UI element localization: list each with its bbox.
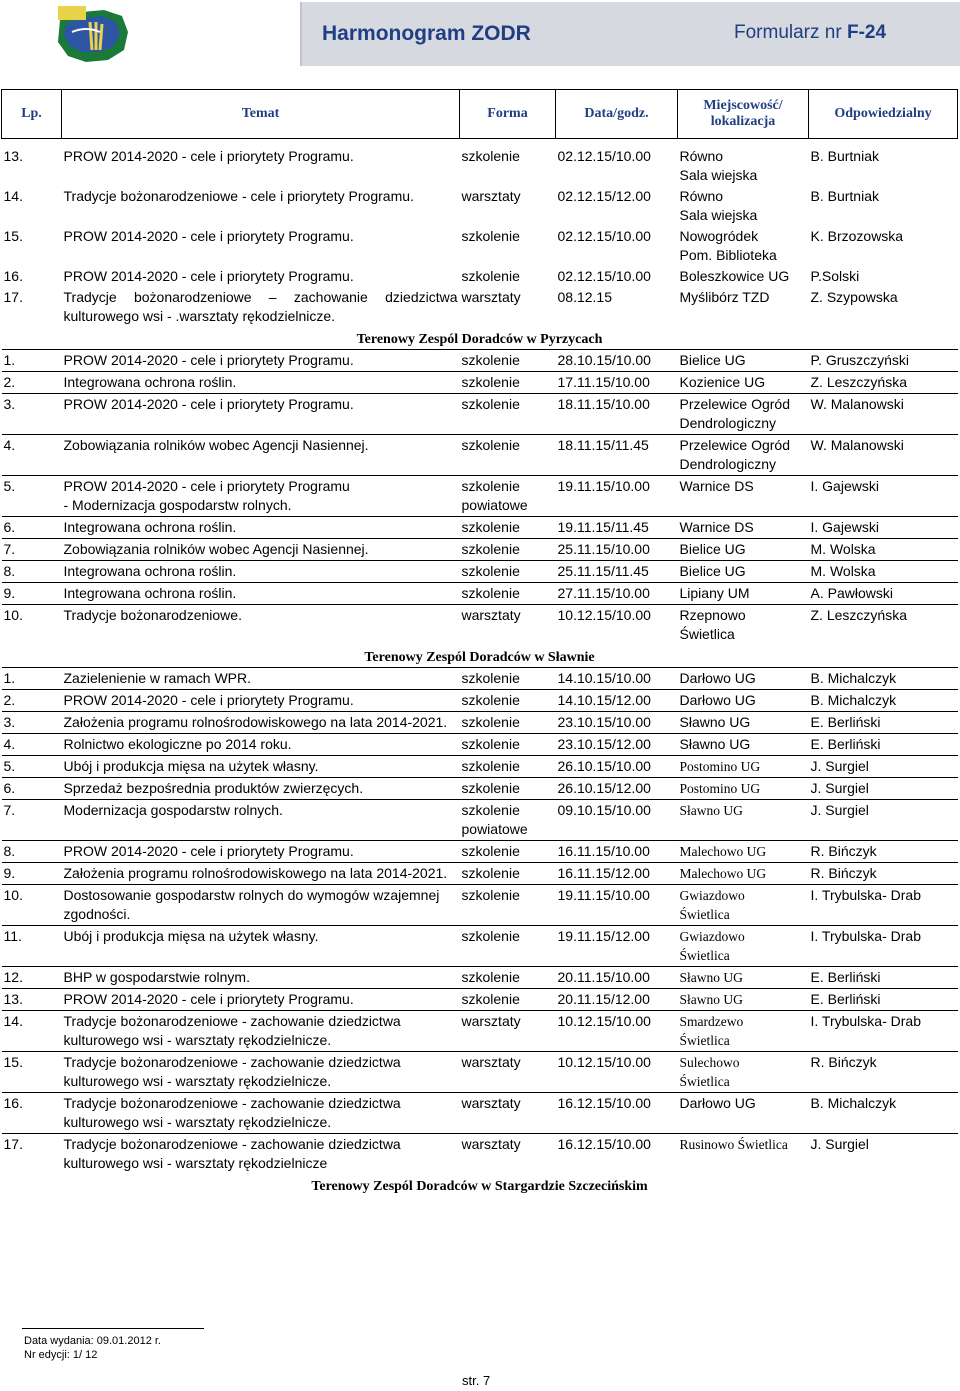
row-miejsce: Rzepnowo Świetlica xyxy=(678,605,809,646)
table-row xyxy=(2,476,958,517)
row-lp: 3. xyxy=(2,394,62,435)
table-row xyxy=(2,778,958,800)
row-lp: 10. xyxy=(2,885,62,926)
row-temat: Tradycje bożonarodzeniowe – zachowanie dziedzictwa kulturowego wsi - .warsztaty rękodzielnicze. xyxy=(63,289,458,324)
table-row xyxy=(2,756,958,778)
row-odpowiedzialny: R. Bińczyk xyxy=(809,1052,958,1093)
row-lp: 9. xyxy=(2,583,62,605)
col-forma: Forma xyxy=(460,90,556,139)
col-miejsce: Miejscowość/ lokalizacja xyxy=(678,90,809,139)
row-data: 10.12.15/10.00 xyxy=(556,605,678,646)
table-row xyxy=(2,583,958,605)
row-data: 16.11.15/10.00 xyxy=(556,841,678,863)
row-forma: szkolenie xyxy=(460,517,556,539)
row-temat: PROW 2014-2020 - cele i priorytety Programu. xyxy=(62,989,460,1011)
row-forma: warsztaty xyxy=(461,289,521,305)
row-odpowiedzialny: E. Berliński xyxy=(809,989,958,1011)
row-temat: PROW 2014-2020 - cele i priorytety Programu. xyxy=(63,228,354,244)
row-odpowiedzialny: B. Burtniak xyxy=(810,188,879,204)
row-miejsce: Sławno UG xyxy=(678,967,809,989)
table-row xyxy=(2,1052,958,1093)
row-odpowiedzialny: B. Michalczyk xyxy=(809,668,958,690)
table-row xyxy=(2,435,958,476)
row-odpowiedzialny: Z. Leszczyńska xyxy=(809,372,958,394)
row-temat: Tradycje bożonarodzeniowe - zachowanie dziedzictwa kulturowego wsi - warsztaty rękodzielnicze. xyxy=(62,1052,460,1093)
row-data: 23.10.15/10.00 xyxy=(556,712,678,734)
row-forma: warsztaty xyxy=(460,605,556,646)
row-lp: 12. xyxy=(2,967,62,989)
row-lp: 11. xyxy=(2,926,62,967)
row-odpowiedzialny: B. Michalczyk xyxy=(809,690,958,712)
col-temat: Temat xyxy=(62,90,460,139)
row-forma: szkolenie xyxy=(460,989,556,1011)
row-temat: Zobowiązania rolników wobec Agencji Nasiennej. xyxy=(62,435,460,476)
row-lp: 6. xyxy=(2,778,62,800)
row-lp: 14. xyxy=(2,1011,62,1052)
row-odpowiedzialny: M. Wolska xyxy=(809,561,958,583)
row-temat: Założenia programu rolnośrodowiskowego na lata 2014-2021. xyxy=(62,863,460,885)
row-temat: Tradycje bożonarodzeniowe - cele i priorytety Programu. xyxy=(63,188,414,204)
row-miejsce: Malechowo UG xyxy=(678,841,809,863)
row-odpowiedzialny: B. Michalczyk xyxy=(809,1093,958,1134)
row-odpowiedzialny: I. Trybulska- Drab xyxy=(809,926,958,967)
row-forma: szkolenie xyxy=(460,394,556,435)
row-odpowiedzialny: M. Wolska xyxy=(809,539,958,561)
row-lp: 2. xyxy=(2,690,62,712)
row-lp: 1. xyxy=(2,350,62,372)
table-header-row xyxy=(2,90,958,139)
row-temat: Integrowana ochrona roślin. xyxy=(62,561,460,583)
row-forma: szkolenie xyxy=(461,268,520,284)
row-data: 16.12.15/10.00 xyxy=(556,1093,678,1134)
row-miejsce: Gwiazdowo Świetlica xyxy=(678,885,809,926)
row-forma: szkolenie xyxy=(460,372,556,394)
row-data: 16.11.15/12.00 xyxy=(556,863,678,885)
row-forma: warsztaty xyxy=(460,1011,556,1052)
row-miejsce: Sławno UG xyxy=(678,800,809,841)
row-odpowiedzialny: B. Burtniak xyxy=(810,148,879,164)
row-miejsce: Sulechowo Świetlica xyxy=(678,1052,809,1093)
row-temat: PROW 2014-2020 - cele i priorytety Programu. xyxy=(62,690,460,712)
form-number: Formularz nr F-24 xyxy=(734,22,887,43)
row-forma: warsztaty xyxy=(460,1093,556,1134)
row-miejsce: Darłowo UG xyxy=(678,690,809,712)
row-temat: Ubój i produkcja mięsa na użytek własny. xyxy=(62,756,460,778)
section-header-row xyxy=(2,327,958,350)
row-data: 20.11.15/12.00 xyxy=(556,989,678,1011)
table-row xyxy=(2,800,958,841)
row-forma: szkolenie xyxy=(460,885,556,926)
col-data: Data/godz. xyxy=(556,90,678,139)
row-forma: szkolenie xyxy=(460,583,556,605)
row-temat: PROW 2014-2020 - cele i priorytety Programu. xyxy=(62,841,460,863)
row-forma: szkolenie xyxy=(461,148,520,164)
row-forma: szkolenie xyxy=(460,712,556,734)
row-miejsce: Przelewice Ogród Dendrologiczny xyxy=(678,435,809,476)
table-row xyxy=(2,712,958,734)
row-odpowiedzialny: J. Surgiel xyxy=(809,756,958,778)
row-miejsce: Warnice DS xyxy=(678,476,809,517)
row-miejsce: Darłowo UG xyxy=(678,1093,809,1134)
row-temat: Ubój i produkcja mięsa na użytek własny. xyxy=(62,926,460,967)
row-odpowiedzialny: J. Surgiel xyxy=(809,800,958,841)
row-miejsce: Sławno UG xyxy=(678,989,809,1011)
row-data: 27.11.15/10.00 xyxy=(556,583,678,605)
row-lp: 15. xyxy=(3,228,23,244)
row-lp: 1. xyxy=(2,668,62,690)
page-header xyxy=(2,0,958,68)
row-forma: szkolenie xyxy=(461,228,520,244)
row-lp: 3. xyxy=(2,712,62,734)
row-lp: 7. xyxy=(2,800,62,841)
row-lp: 17. xyxy=(3,289,23,305)
row-odpowiedzialny: J. Surgiel xyxy=(809,778,958,800)
row-odpowiedzialny: W. Malanowski xyxy=(809,394,958,435)
row-miejsce: Postomino UG xyxy=(678,756,809,778)
row-temat: Integrowana ochrona roślin. xyxy=(62,583,460,605)
row-forma: szkolenie xyxy=(460,926,556,967)
table-row xyxy=(2,517,958,539)
row-lp: 16. xyxy=(2,1093,62,1134)
row-forma: szkolenie xyxy=(460,435,556,476)
table-row xyxy=(2,863,958,885)
row-miejsce: Myślibórz TZD xyxy=(679,289,770,305)
row-forma: szkolenie xyxy=(460,756,556,778)
page-number: str. 7 xyxy=(462,1373,491,1388)
row-temat: Integrowana ochrona roślin. xyxy=(62,517,460,539)
row-lp: 5. xyxy=(2,476,62,517)
row-data: 14.10.15/12.00 xyxy=(556,690,678,712)
row-odpowiedzialny: R. Bińczyk xyxy=(809,841,958,863)
edition-number: Nr edycji: 1/ 12 xyxy=(24,1349,98,1361)
row-lp: 9. xyxy=(2,863,62,885)
table-row xyxy=(2,561,958,583)
row-data: 08.12.15 xyxy=(557,289,612,305)
col-lp: Lp. xyxy=(2,90,62,139)
section-title: Terenowy Zespól Doradców w Sławnie xyxy=(364,650,595,665)
row-forma: szkolenie xyxy=(460,841,556,863)
row-temat: Modernizacja gospodarstw rolnych. xyxy=(62,800,460,841)
row-lp: 10. xyxy=(2,605,62,646)
row-data: 23.10.15/12.00 xyxy=(556,734,678,756)
row-odpowiedzialny: I. Trybulska- Drab xyxy=(809,885,958,926)
row-data: 02.12.15/10.00 xyxy=(557,148,651,164)
row-miejsce: Darłowo UG xyxy=(678,668,809,690)
table-row xyxy=(2,350,958,372)
table-row xyxy=(2,926,958,967)
section-header-row xyxy=(2,1174,958,1196)
row-miejsce: Smardzewo Świetlica xyxy=(678,1011,809,1052)
footer-divider xyxy=(22,1328,204,1329)
row-odpowiedzialny: Z. Szypowska xyxy=(810,289,898,305)
table-row xyxy=(2,186,958,226)
row-data: 16.12.15/10.00 xyxy=(556,1134,678,1175)
section-header-row xyxy=(2,645,958,668)
row-lp: 15. xyxy=(2,1052,62,1093)
row-odpowiedzialny: Z. Leszczyńska xyxy=(809,605,958,646)
row-data: 02.12.15/10.00 xyxy=(557,228,651,244)
table-row xyxy=(2,885,958,926)
row-temat: Tradycje bożonarodzeniowe - zachowanie dziedzictwa kulturowego wsi - warsztaty rękodzielnicze. xyxy=(62,1093,460,1134)
row-forma: szkolenie xyxy=(460,690,556,712)
row-data: 09.10.15/10.00 xyxy=(556,800,678,841)
row-forma: szkolenie xyxy=(460,863,556,885)
row-lp: 7. xyxy=(2,539,62,561)
row-data: 19.11.15/10.00 xyxy=(556,476,678,517)
row-lp: 8. xyxy=(2,561,62,583)
row-lp: 16. xyxy=(3,268,23,284)
row-temat: Tradycje bożonarodzeniowe - zachowanie dziedzictwa kulturowego wsi - warsztaty rękodzielnicze xyxy=(62,1134,460,1175)
row-temat: PROW 2014-2020 - cele i priorytety Programu. xyxy=(62,394,460,435)
row-temat: Sprzedaż bezpośrednia produktów zwierzęcych. xyxy=(62,778,460,800)
schedule-table xyxy=(1,89,958,1196)
table-row xyxy=(2,372,958,394)
row-temat: Założenia programu rolnośrodowiskowego na lata 2014-2021. xyxy=(62,712,460,734)
table-row xyxy=(2,394,958,435)
row-forma: warsztaty xyxy=(461,188,521,204)
row-data: 20.11.15/10.00 xyxy=(556,967,678,989)
col-odpowiedzialny: Odpowiedzialny xyxy=(809,90,958,139)
table-row xyxy=(2,139,958,187)
table-row xyxy=(2,605,958,646)
table-row xyxy=(2,734,958,756)
table-row xyxy=(2,841,958,863)
row-odpowiedzialny: E. Berliński xyxy=(809,967,958,989)
row-forma: warsztaty xyxy=(460,1134,556,1175)
row-odpowiedzialny: I. Gajewski xyxy=(809,517,958,539)
row-data: 25.11.15/11.45 xyxy=(556,561,678,583)
row-lp: 17. xyxy=(2,1134,62,1175)
row-miejsce: Lipiany UM xyxy=(678,583,809,605)
row-forma: szkolenie xyxy=(460,561,556,583)
row-miejsce: Bielice UG xyxy=(678,350,809,372)
row-odpowiedzialny: E. Berliński xyxy=(809,734,958,756)
row-temat: Integrowana ochrona roślin. xyxy=(62,372,460,394)
row-miejsce: Gwiazdowo Świetlica xyxy=(678,926,809,967)
row-lp: 4. xyxy=(2,734,62,756)
row-data: 02.12.15/12.00 xyxy=(557,188,651,204)
odr-logo-icon xyxy=(52,2,132,66)
row-miejsce: Równo Sala wiejska xyxy=(679,188,758,223)
row-data: 19.11.15/10.00 xyxy=(556,885,678,926)
row-temat: PROW 2014-2020 - cele i priorytety Programu - Modernizacja gospodarstw rolnych. xyxy=(62,476,460,517)
row-forma: szkolenie xyxy=(460,539,556,561)
row-miejsce: Równo Sala wiejska xyxy=(679,148,758,183)
row-odpowiedzialny: A. Pawłowski xyxy=(809,583,958,605)
row-lp: 5. xyxy=(2,756,62,778)
row-miejsce: Bielice UG xyxy=(678,561,809,583)
row-data: 10.12.15/10.00 xyxy=(556,1052,678,1093)
row-miejsce: Sławno UG xyxy=(678,734,809,756)
table-row xyxy=(2,668,958,690)
row-data: 28.10.15/10.00 xyxy=(556,350,678,372)
row-temat: Zobowiązania rolników wobec Agencji Nasiennej. xyxy=(62,539,460,561)
table-row xyxy=(2,690,958,712)
row-miejsce: Kozienice UG xyxy=(678,372,809,394)
row-miejsce: Warnice DS xyxy=(678,517,809,539)
table-row xyxy=(2,1134,958,1175)
row-data: 17.11.15/10.00 xyxy=(556,372,678,394)
row-data: 19.11.15/12.00 xyxy=(556,926,678,967)
row-lp: 14. xyxy=(3,188,23,204)
table-row xyxy=(2,967,958,989)
row-miejsce: Przelewice Ogród Dendrologiczny xyxy=(678,394,809,435)
row-temat: Tradycje bożonarodzeniowe. xyxy=(62,605,460,646)
row-temat: Tradycje bożonarodzeniowe - zachowanie dziedzictwa kulturowego wsi - warsztaty rękodzielnicze. xyxy=(62,1011,460,1052)
row-forma: szkolenie xyxy=(460,668,556,690)
row-data: 10.12.15/10.00 xyxy=(556,1011,678,1052)
row-lp: 8. xyxy=(2,841,62,863)
row-miejsce: Boleszkowice UG xyxy=(679,268,790,284)
row-data: 19.11.15/11.45 xyxy=(556,517,678,539)
row-data: 14.10.15/10.00 xyxy=(556,668,678,690)
table-row xyxy=(2,266,958,287)
row-temat: PROW 2014-2020 - cele i priorytety Programu. xyxy=(63,148,354,164)
row-data: 26.10.15/12.00 xyxy=(556,778,678,800)
row-data: 25.11.15/10.00 xyxy=(556,539,678,561)
row-forma: szkolenie powiatowe xyxy=(460,800,556,841)
row-miejsce: Bielice UG xyxy=(678,539,809,561)
footer xyxy=(24,1334,161,1362)
row-forma: szkolenie xyxy=(460,778,556,800)
row-odpowiedzialny: E. Berliński xyxy=(809,712,958,734)
issue-date: Data wydania: 09.01.2012 r. xyxy=(24,1335,161,1347)
row-data: 18.11.15/10.00 xyxy=(556,394,678,435)
row-lp: 4. xyxy=(2,435,62,476)
row-lp: 6. xyxy=(2,517,62,539)
header-title: Harmonogram ZODR xyxy=(322,22,531,45)
row-temat: Rolnictwo ekologiczne po 2014 roku. xyxy=(62,734,460,756)
table-row xyxy=(2,1011,958,1052)
row-odpowiedzialny: K. Brzozowska xyxy=(810,228,904,244)
row-odpowiedzialny: P. Gruszczyński xyxy=(809,350,958,372)
row-odpowiedzialny: W. Malanowski xyxy=(809,435,958,476)
section-title: Terenowy Zespól Doradców w Pyrzycach xyxy=(356,332,603,347)
row-forma: szkolenie powiatowe xyxy=(460,476,556,517)
row-miejsce: Sławno UG xyxy=(678,712,809,734)
row-temat: Zazielenienie w ramach WPR. xyxy=(62,668,460,690)
row-temat: PROW 2014-2020 - cele i priorytety Programu. xyxy=(63,268,354,284)
row-forma: szkolenie xyxy=(460,734,556,756)
row-odpowiedzialny: J. Surgiel xyxy=(809,1134,958,1175)
section-title: Terenowy Zespól Doradców w Stargardzie Szczecińskim xyxy=(311,1179,648,1194)
row-forma: szkolenie xyxy=(460,350,556,372)
row-forma: szkolenie xyxy=(460,967,556,989)
row-data: 26.10.15/10.00 xyxy=(556,756,678,778)
row-forma: warsztaty xyxy=(460,1052,556,1093)
table-row xyxy=(2,1093,958,1134)
row-odpowiedzialny: R. Bińczyk xyxy=(809,863,958,885)
row-odpowiedzialny: P.Solski xyxy=(810,268,860,284)
table-row xyxy=(2,226,958,266)
row-temat: Dostosowanie gospodarstw rolnych do wymogów wzajemnej zgodności. xyxy=(62,885,460,926)
row-miejsce: Nowogródek Pom. Biblioteka xyxy=(679,228,777,263)
row-data: 18.11.15/11.45 xyxy=(556,435,678,476)
row-miejsce: Postomino UG xyxy=(678,778,809,800)
row-lp: 13. xyxy=(2,989,62,1011)
table-body xyxy=(2,139,958,1197)
row-odpowiedzialny: I. Gajewski xyxy=(809,476,958,517)
table-row xyxy=(2,287,958,327)
table-row xyxy=(2,539,958,561)
row-lp: 2. xyxy=(2,372,62,394)
row-miejsce: Malechowo UG xyxy=(678,863,809,885)
row-temat: PROW 2014-2020 - cele i priorytety Programu. xyxy=(62,350,460,372)
row-miejsce: Rusinowo Świetlica xyxy=(678,1134,809,1175)
row-data: 02.12.15/10.00 xyxy=(557,268,651,284)
row-odpowiedzialny: I. Trybulska- Drab xyxy=(809,1011,958,1052)
row-temat: BHP w gospodarstwie rolnym. xyxy=(62,967,460,989)
table-row xyxy=(2,989,958,1011)
row-lp: 13. xyxy=(3,148,23,164)
